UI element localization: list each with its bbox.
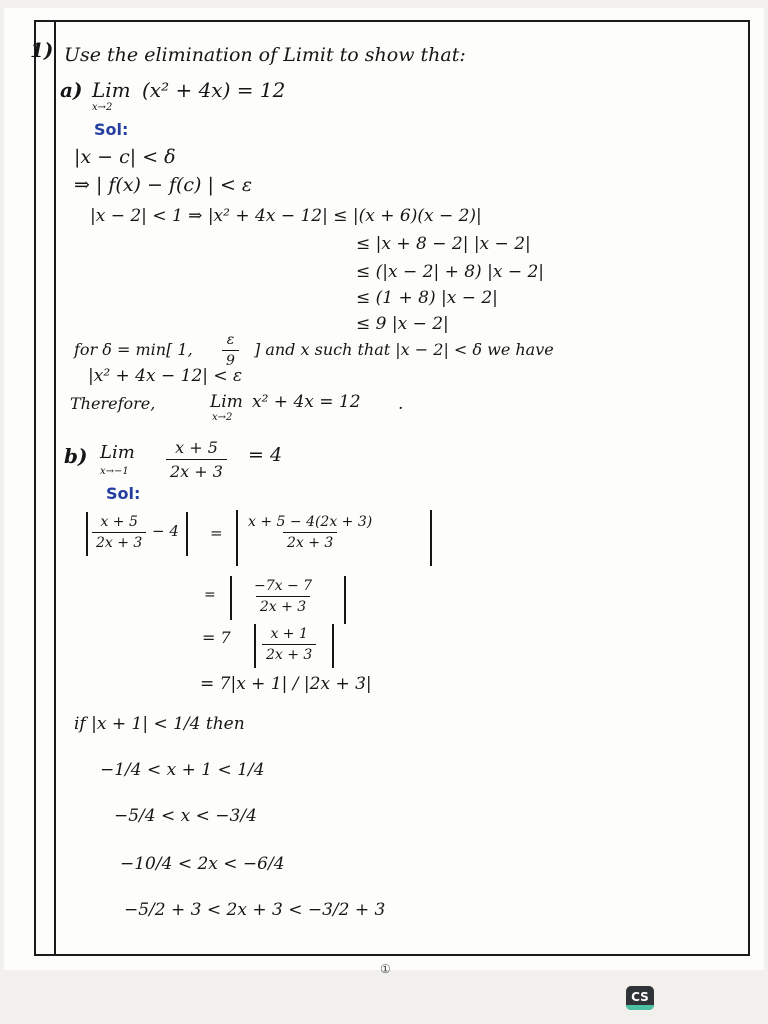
part-a-delta-choice-start: for δ = min[ 1,	[74, 340, 193, 359]
abs-bar	[430, 510, 432, 566]
part-a-line-5: ≤ (|x − 2| + 8) |x − 2|	[356, 262, 545, 282]
epsilon-over-9-fraction	[222, 332, 239, 369]
abs-bar	[230, 576, 232, 620]
step3-fraction	[262, 626, 316, 663]
part-a-label: a)	[60, 78, 83, 102]
question-prompt: Use the elimination of Limit to show that:	[64, 44, 466, 66]
inequality-2: −5/4 < x < −3/4	[114, 806, 257, 826]
step3-equals-7: = 7	[202, 628, 231, 647]
camscanner-logo	[626, 986, 654, 1010]
part-a-line-2: ⇒ | f(x) − f(c) | < ε	[74, 174, 253, 196]
step1-equals: =	[210, 524, 223, 542]
part-a-line-6: ≤ (1 + 8) |x − 2|	[356, 288, 498, 308]
fraction-denominator: 2x + 3	[166, 459, 227, 481]
fraction-denominator: 2x + 3	[256, 596, 310, 615]
fraction-denominator: 2x + 3	[92, 532, 146, 551]
part-a-line-4: ≤ |x + 8 − 2| |x − 2|	[356, 234, 531, 254]
inequality-3: −10/4 < 2x < −6/4	[120, 854, 285, 874]
margin-line	[54, 20, 56, 956]
stray-dot: .	[398, 394, 404, 414]
abs-bar	[332, 624, 334, 668]
part-a-lim-subscript: x→2	[92, 102, 113, 113]
abs-bar	[86, 512, 88, 556]
part-b-statement-fraction	[166, 438, 227, 481]
fraction-numerator: ε	[226, 332, 235, 348]
part-a-conclusion-expr: x² + 4x = 12	[252, 392, 361, 412]
part-b-label: b)	[64, 444, 88, 468]
page-number-mark: ①	[380, 962, 391, 976]
part-b-sol-heading: Sol:	[106, 484, 141, 503]
fraction-numerator: x + 1	[270, 626, 308, 642]
fraction-denominator: 2x + 3	[283, 532, 337, 551]
part-a-therefore: Therefore,	[70, 394, 156, 413]
step2-fraction	[250, 578, 316, 615]
abs-bar	[236, 510, 238, 566]
part-a-line-1: |x − c| < δ	[74, 146, 176, 168]
fraction-denominator: 9	[222, 350, 239, 369]
part-b-equals-4: = 4	[248, 444, 283, 466]
part-a-delta-choice-end: ] and x such that |x − 2| < δ we have	[254, 340, 554, 359]
camscanner-logo-text: CS	[631, 990, 649, 1004]
question-number: 1)	[30, 38, 54, 62]
step4: = 7|x + 1| / |2x + 3|	[200, 674, 372, 694]
abs-bar	[344, 576, 346, 624]
abs-bar	[254, 624, 256, 668]
fraction-numerator: x + 5	[100, 514, 138, 530]
step1-rhs-fraction	[244, 514, 376, 551]
fraction-numerator: −7x − 7	[254, 578, 313, 594]
step1-lhs-fraction	[92, 514, 146, 551]
step2-equals: =	[204, 587, 216, 603]
part-a-line-9: |x² + 4x − 12| < ε	[88, 366, 243, 386]
part-a-lim: Lim	[92, 78, 131, 102]
abs-bar	[186, 512, 188, 556]
fraction-numerator: x + 5	[175, 438, 218, 457]
part-a-conclusion-subscript: x→2	[212, 412, 233, 423]
part-b-lim-subscript: x→−1	[100, 466, 129, 477]
part-a-line-7: ≤ 9 |x − 2|	[356, 314, 449, 334]
part-a-sol-heading: Sol:	[94, 120, 129, 139]
logo-stripe	[626, 1005, 654, 1010]
step1-minus-4: − 4	[152, 522, 179, 540]
part-a-conclusion-lim: Lim	[210, 392, 243, 412]
fraction-denominator: 2x + 3	[262, 644, 316, 663]
part-a-statement: (x² + 4x) = 12	[142, 78, 286, 102]
part-a-line-3: |x − 2| < 1 ⇒ |x² + 4x − 12| ≤ |(x + 6)(x − 2)|	[90, 206, 482, 226]
inequality-1: −1/4 < x + 1 < 1/4	[100, 760, 265, 780]
condition-line: if |x + 1| < 1/4 then	[74, 714, 245, 734]
fraction-numerator: x + 5 − 4(2x + 3)	[248, 514, 373, 530]
inequality-4: −5/2 + 3 < 2x + 3 < −3/2 + 3	[124, 900, 386, 920]
part-b-lim: Lim	[100, 442, 135, 463]
